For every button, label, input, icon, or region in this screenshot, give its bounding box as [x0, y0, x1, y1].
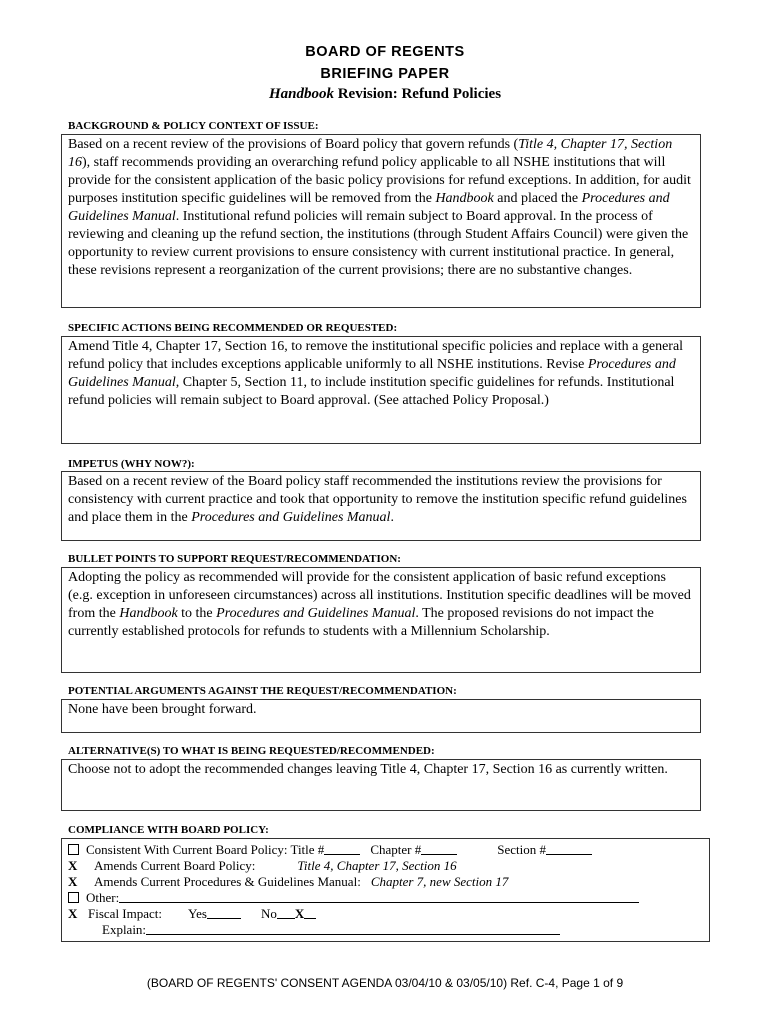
compliance-row-explain: Explain: [102, 922, 560, 938]
compliance-box [61, 838, 710, 942]
compliance-row-other: Other: [68, 890, 639, 906]
compliance-row-consistent: Consistent With Current Board Policy: Title # Chapter # Section # [68, 842, 592, 858]
compliance-label: COMPLIANCE WITH BOARD POLICY: [68, 824, 269, 836]
page-footer: (BOARD OF REGENTS' CONSENT AGENDA 03/04/10 & 03/05/10) Ref. C-4, Page 1 of 9 [146, 976, 624, 990]
x-mark: X [68, 874, 78, 889]
compliance-row-amends-policy: X Amends Current Board Policy: Title 4, Chapter 17, Section 16 [68, 858, 457, 873]
alternatives-text: Choose not to adopt the recommended changes leaving Title 4, Chapter 17, Section 16 as currently written. [68, 762, 668, 777]
checkbox-icon[interactable] [68, 844, 79, 855]
topic-rest: Revision: Refund Policies [333, 86, 502, 102]
compliance-row-amends-manual: X Amends Current Procedures & Guidelines Manual: Chapter 7, new Section 17 [68, 874, 509, 889]
actions-text: Amend Title 4, Chapter 17, Section 16, to remove the institutional specific policies and replace with a general refund policy that includes exceptions applicable uniformly to all NSHE institutions. Revise Procedures and Guidelines Manual, Chapter 5, Section 11, to include institution specific guidelines for refunds. Institutional refund policies will remain subject to Board approval. (See attached Policy Proposal.) [68, 339, 684, 408]
x-mark: X [68, 906, 78, 921]
impetus-label: IMPETUS (WHY NOW?): [68, 458, 195, 470]
bullets-text: Adopting the policy as recommended will provide for the consistent application of basic refund exceptions (e.g. exception in unforeseen circumstances) across all institutions. Institution specific deadlines will be moved from the Handbook to the Procedures and Guidelines Manual. The proposed revisions do not impact the currently established protocols for refunds to students with a Millennium Scholarship. [68, 570, 691, 639]
compliance-row-fiscal: X Fiscal Impact: Yes No X [68, 906, 316, 922]
background-label: BACKGROUND & POLICY CONTEXT OF ISSUE: [68, 120, 319, 132]
actions-box [61, 336, 701, 444]
document-topic [0, 86, 770, 103]
arguments-label: POTENTIAL ARGUMENTS AGAINST THE REQUEST/RECOMMENDATION: [68, 685, 457, 697]
actions-label: SPECIFIC ACTIONS BEING RECOMMENDED OR REQUESTED: [68, 322, 398, 334]
checkbox-icon[interactable] [68, 892, 79, 903]
bullets-box [61, 567, 701, 673]
arguments-text: None have been brought forward. [68, 702, 257, 717]
impetus-text: Based on a recent review of the Board policy staff recommended the institutions review the provisions for consistency with current practice and took that opportunity to remove the institution specific refund guidelines and place them in the Procedures and Guidelines Manual. [68, 474, 687, 525]
arguments-box [61, 699, 701, 733]
x-mark: X [68, 858, 78, 873]
alternatives-box [61, 759, 701, 811]
bullets-label: BULLET POINTS TO SUPPORT REQUEST/RECOMMENDATION: [68, 553, 401, 565]
alternatives-label: ALTERNATIVE(S) TO WHAT IS BEING REQUESTED/RECOMMENDED: [68, 745, 435, 757]
document-subtitle: BRIEFING PAPER [320, 66, 450, 82]
document-title: BOARD OF REGENTS [305, 44, 465, 60]
impetus-box [61, 471, 701, 541]
background-box [61, 134, 701, 308]
background-text: Based on a recent review of the provisions of Board policy that govern refunds (Title 4, Chapter 17, Section 16), staff recommends providing an overarching refund policy applicable to all NSHE institutions that will provide for the consistent application of the basic policy provisions for refund exceptions. In addition, for audit purposes institution specific guidelines will be removed from the Handbook and placed the Procedures and Guidelines Manual. Institutional refund policies will remain subject to Board approval. In the process of reviewing and cleaning up the refund section, the institutions (through Student Affairs Council) were given the opportunity to review current provisions to ensure consistency with current institutional practice. In general, these revisions represent a reorganization of the current provisions; there are no substantive changes. [68, 137, 691, 278]
topic-italic: Handbook [268, 86, 334, 102]
no-mark: X [294, 906, 305, 921]
